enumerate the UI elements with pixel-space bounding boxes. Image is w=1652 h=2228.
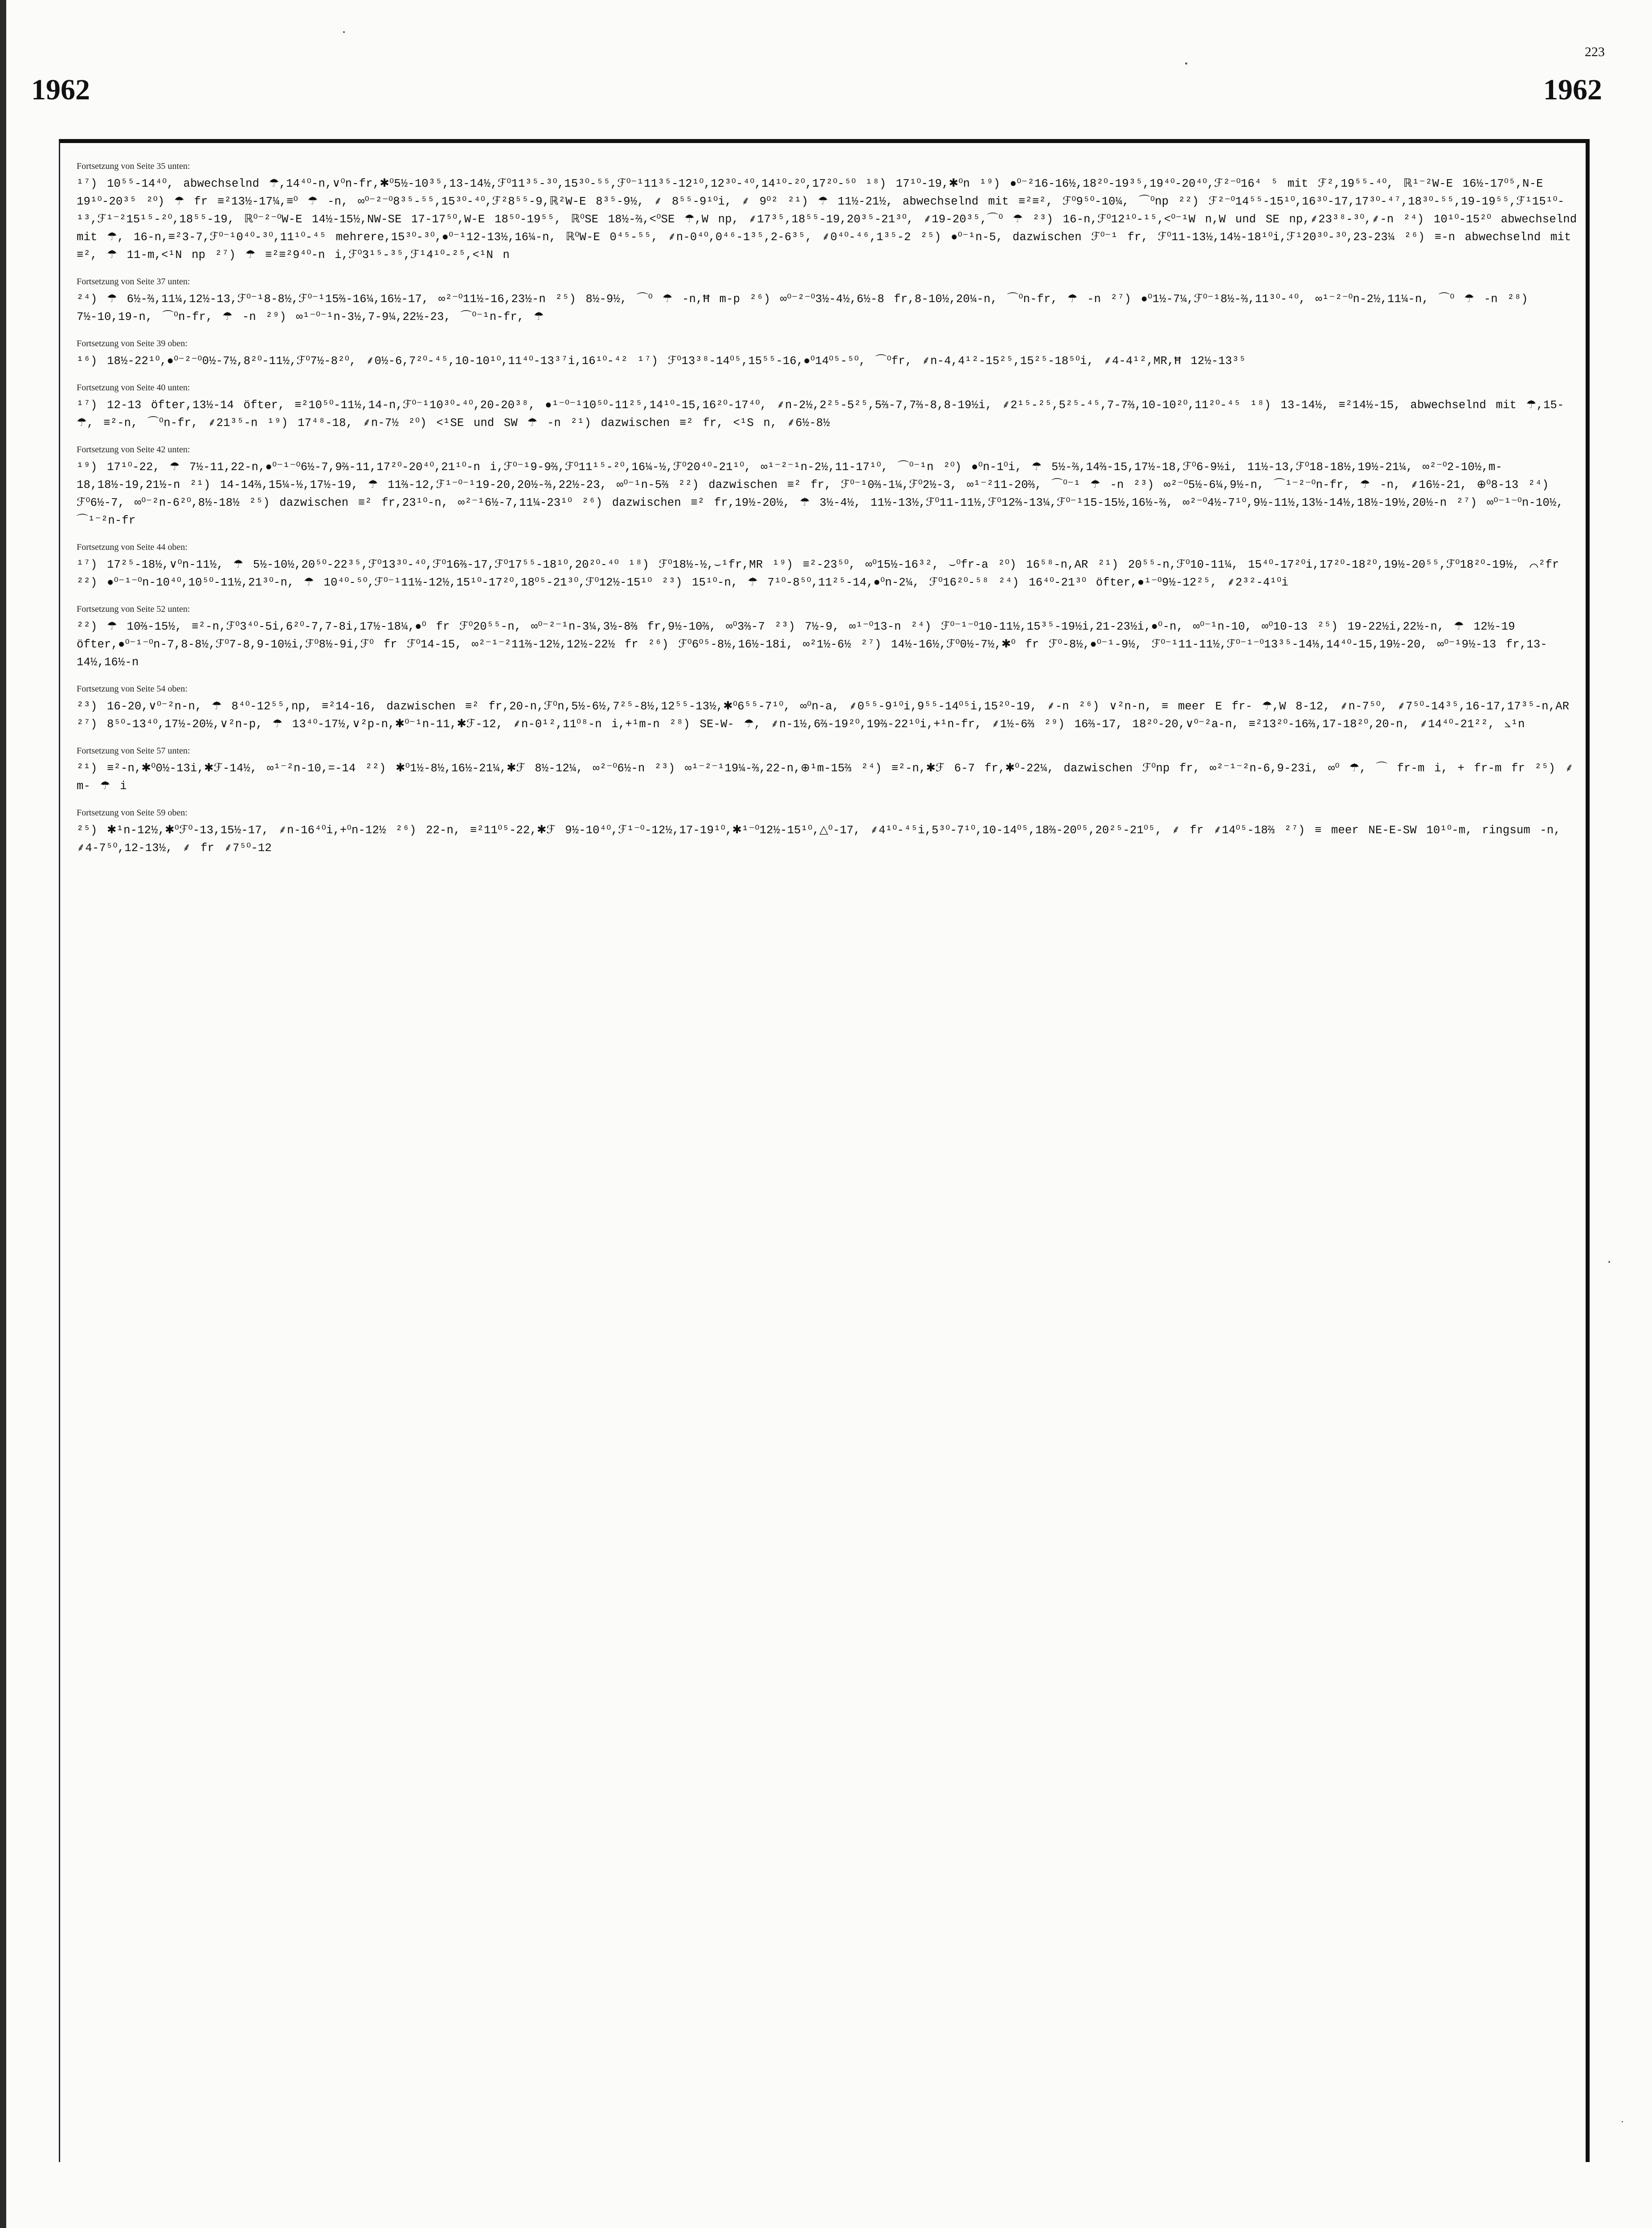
section-seite-44 <box>77 542 1578 592</box>
year-right: 1962 <box>1543 74 1602 106</box>
section-text: ¹⁹) 17¹⁰-22, ☂ 7½-11,22-n,●⁰⁻¹⁻⁰6½-7,9⅔-11,17²⁰-20⁴⁰,21¹⁰-n i,ℱ⁰⁻¹9-9⅔,ℱ⁰11¹⁵-²⁰,16¼-½,ℱ⁰20⁴⁰-21¹⁰, ∞¹⁻²⁻¹n-2½,11-17¹⁰, ⌒⁰⁻¹n ²⁰) ●⁰n-1⁰i, ☂ 5½-⅔,14⅔-15,17½-18,ℱ⁰6-9½i, 11½-13,ℱ⁰18-18½,19½-21¼, ∞²⁻⁰2-10½,m-18,18½-19,21½-n ²¹) 14-14⅔,15¼-½,17½-19, ☂ 11⅔-12,ℱ¹⁻⁰⁻¹19-20,20½-⅔,22½-23, ∞⁰⁻¹n-5⅔ ²²) dazwischen ≡² fr, ℱ⁰⁻¹0⅔-1¼,ℱ⁰2½-3, ∞¹⁻²11-20⅔, ⌒⁰⁻¹ ☂ -n ²³) ∞²⁻⁰5½-6¼,9½-n, ⌒¹⁻²⁻⁰n-fr, ☂ -n, ⸙16½-21, ⊕⁰8-13 ²⁴) ℱ⁰6½-7, ∞⁰⁻²n-6²⁰,8½-18½ ²⁵) dazwischen ≡² fr,23¹⁰-n, ∞²⁻¹6½-7,11¼-23¹⁰ ²⁶) dazwischen ≡² fr,19½-20½, ☂ 3½-4½, 11½-13½,ℱ⁰11-11½,ℱ⁰12⅔-13¼,ℱ⁰⁻¹15-15½,16½-⅔, ∞²⁻⁰4½-7¹⁰,9½-11½,13½-14½,18½-19½,20½-n ²⁷) ∞⁰⁻¹⁻⁰n-10½, ⌒¹⁻²n-fr <box>77 461 1564 527</box>
page-number: 223 <box>1585 45 1605 59</box>
section-seite-57 <box>77 746 1578 795</box>
section-heading: Fortsetzung von Seite 54 oben: <box>77 684 188 694</box>
section-text: ²²) ☂ 10⅔-15½, ≡²-n,ℱ⁰3⁴⁰-5i,6²⁰-7,7-8i,17½-18¼,●⁰ fr ℱ⁰20⁵⁵-n, ∞⁰⁻²⁻¹n-3¼,3½-8⅔ fr,9½-10⅔, ∞⁰3⅔-7 ²³) 7½-9, ∞¹⁻⁰13-n ²⁴) ℱ⁰⁻¹⁻⁰10-11½,15³⁵-19½i,21-23½i,●⁰-n, ∞⁰⁻¹n-10, ∞⁰10-13 ²⁵) 19-22½i,22½-n, ☂ 12½-19 öfter,●⁰⁻¹⁻⁰n-7,8-8½,ℱ⁰7-8,9-10½i,ℱ⁰8½-9i,ℱ⁰ fr ℱ⁰14-15, ∞²⁻¹⁻²11⅔-12½,12½-22½ fr ²⁶) ℱ⁰6⁰⁵-8½,16½-18i, ∞²1½-6½ ²⁷) 14½-16½,ℱ⁰0½-7½,✱⁰ fr ℱ⁰-8½,●⁰⁻¹-9½, ℱ⁰⁻¹11-11½,ℱ⁰⁻¹⁻⁰13³⁵-14⅓,14⁴⁰-15,19½-20, ∞⁰⁻¹9½-13 fr,13-14½,16½-n <box>77 620 1547 669</box>
section-heading: Fortsetzung von Seite 42 unten: <box>77 445 190 455</box>
section-heading: Fortsetzung von Seite 59 oben: <box>77 808 188 818</box>
section-text: ¹⁷) 10⁵⁵-14⁴⁰, abwechselnd ☂,14⁴⁰-n,∨⁰n-fr,✱⁰5½-10³⁵,13-14½,ℱ⁰11³⁵-³⁰,15³⁰-⁵⁵,ℱ⁰⁻¹11³⁵-12¹⁰,12³⁰-⁴⁰,14¹⁰-²⁰,17²⁰-⁵⁰ ¹⁸) 17¹⁰-19,✱⁰n ¹⁹) ●⁰⁻²16-16½,18²⁰-19³⁵,19⁴⁰-20⁴⁰,ℱ²⁻⁰16⁴ ⁵ mit ℱ²,19⁵⁵-⁴⁰, ℝ¹⁻²W-E 16½-17⁰⁵,N-E 19¹⁰-20³⁵ ²⁰) ☂ fr ≡²13½-17¼,≡⁰ ☂ -n, ∞⁰⁻²⁻⁰8³⁵-⁵⁵,15³⁰-⁴⁰,ℱ²8⁵⁵-9,ℝ²W-E 8³⁵-9½, ⸙ 8⁵⁵-9¹⁰i, ⸙ 9⁰² ²¹) ☂ 11½-21½, abwechselnd mit ≡²≡², ℱ⁰9⁵⁰-10¼, ⌒⁰np ²²) ℱ²⁻⁰14⁵⁵-15¹⁰,16³⁰-17,17³⁰-⁴⁷,18³⁰-⁵⁵,19-19⁵⁵,ℱ¹15¹⁰-¹³,ℱ¹⁻²15¹⁵-²⁰,18⁵⁵-19, ℝ⁰⁻²⁻⁰W-E 14½-15½,NW-SE 17-17⁵⁰,W-E 18⁵⁰-19⁵⁵, ℝ⁰SE 18½-⅔,<⁰SE ☂,W np, ⸙17³⁵,18⁵⁵-19,20³⁵-21³⁰, ⸙19-20³⁵,⌒⁰ ☂ ²³) 16-n,ℱ⁰12¹⁰-¹⁵,<⁰⁻¹W n,W und SE np,⸙23³⁸-³⁰,⸙-n ²⁴) 10¹⁰-15²⁰ abwechselnd mit ☂, 16-n,≡²3-7,ℱ⁰⁻¹0⁴⁰-³⁰,11¹⁰-⁴⁵ mehrere,15³⁰-³⁰,●⁰⁻¹12-13½,16¼-n, ℝ⁰W-E 0⁴⁵-⁵⁵, ⸙n-0⁴⁰,0⁴⁶-1³⁵,2-6³⁵, ⸙0⁴⁰-⁴⁶,1³⁵-2 ²⁵) ●⁰⁻¹n-5, dazwischen ℱ⁰⁻¹ fr, ℱ⁰11-13½,14½-18¹⁰i,ℱ¹20³⁰-³⁰,23-23¼ ²⁶) ≡-n abwechselnd mit ≡², ☂ 11-m,<¹N np ²⁷) ☂ ≡²≡²9⁴⁰-n i,ℱ⁰3¹⁵-³⁵,ℱ¹4¹⁰-²⁵,<¹N n <box>77 177 1577 262</box>
section-text: ²⁴) ☂ 6½-⅔,11¼,12½-13,ℱ⁰⁻¹8-8½,ℱ⁰⁻¹15⅔-16¼,16½-17, ∞²⁻⁰11½-16,23½-n ²⁵) 8½-9½, ⌒⁰ ☂ -n,Ħ m-p ²⁶) ∞⁰⁻²⁻⁰3½-4½,6½-8 fr,8-10½,20¼-n, ⌒⁰n-fr, ☂ -n ²⁷) ●⁰1½-7¼,ℱ⁰⁻¹8½-⅔,11³⁰-⁴⁰, ∞¹⁻²⁻⁰n-2½,11¼-n, ⌒⁰ ☂ -n ²⁸) 7½-10,19-n, ⌒⁰n-fr, ☂ -n ²⁹) ∞¹⁻⁰⁻¹n-3½,7-9¼,22½-23, ⌒⁰⁻¹n-fr, ☂ <box>77 293 1528 324</box>
section-text: ¹⁶) 18½-22¹⁰,●⁰⁻²⁻⁰0½-7½,8²⁰-11½,ℱ⁰7½-8²⁰, ⸙0½-6,7²⁰-⁴⁵,10-10¹⁰,11⁴⁰-13³⁷i,16¹⁰-⁴² ¹⁷) ℱ⁰13³⁸-14⁰⁵,15⁵⁵-16,●⁰14⁰⁵-⁵⁰, ⌒⁰fr, ⸙n-4,4¹²-15²⁵,15²⁵-18⁵⁰i, ⸙4-4¹²,MR,Ħ 12½-13³⁵ <box>77 355 1246 368</box>
section-seite-52 <box>77 604 1578 672</box>
section-heading: Fortsetzung von Seite 52 unten: <box>77 604 190 614</box>
section-seite-39 <box>77 339 1578 370</box>
section-seite-40 <box>77 383 1578 432</box>
section-heading: Fortsetzung von Seite 40 unten: <box>77 383 190 393</box>
section-seite-37 <box>77 277 1578 326</box>
section-text: ²¹) ≡²-n,✱⁰0½-13i,✱ℱ-14½, ∞¹⁻²n-10,=-14 ²²) ✱⁰1½-8½,16½-21¼,✱ℱ 8½-12¼, ∞²⁻⁰6½-n ²³) ∞¹⁻²⁻¹19¼-⅔,22-n,⊕¹m-15⅔ ²⁴) ≡²-n,✱ℱ 6-7 fr,✱⁰-22¼, dazwischen ℱ⁰np fr, ∞²⁻¹⁻²n-6,9-23i, ∞⁰ ☂, ⌒ fr-m i, + fr-m fr ²⁵) ⸙m- ☂ i <box>77 762 1574 793</box>
section-text: ²³) 16-20,∨⁰⁻²n-n, ☂ 8⁴⁰-12⁵⁵,np, ≡²14-16, dazwischen ≡² fr,20-n,ℱ⁰n,5½-6½,7²⁵-8½,12⁵⁵-13½,✱⁰6⁵⁵-7¹⁰, ∞⁰n-a, ⸙0⁵⁵-9¹⁰i,9⁵⁵-14⁰⁵i,15²⁰-19, ⸙-n ²⁶) ∨²n-n, ≡ meer E fr- ☂,W 8-12, ⸙n-7⁵⁰, ⸙7⁵⁰-14³⁵,16-17,17³⁵-n,AR ²⁷) 8⁵⁰-13⁴⁰,17½-20½,∨²n-p, ☂ 13⁴⁰-17½,∨²p-n,✱⁰⁻¹n-11,✱ℱ-12, ⸙n-0¹²,11⁰⁸-n i,+¹m-n ²⁸) SE-W- ☂, ⸙n-1½,6⅔-19²⁰,19⅔-22¹⁰i,+¹n-fr, ⸙1½-6⅔ ²⁹) 16⅔-17, 18²⁰-20,∨⁰⁻²a-n, ≡²13²⁰-16⅔,17-18²⁰,20-n, ⸙14⁴⁰-21²², ⦣¹n <box>77 700 1570 731</box>
section-seite-59 <box>77 808 1578 857</box>
section-heading: Fortsetzung von Seite 57 unten: <box>77 746 190 756</box>
scan-speck <box>1622 2121 1623 2122</box>
year-left: 1962 <box>31 74 90 106</box>
scan-edge <box>0 0 6 2228</box>
section-heading: Fortsetzung von Seite 37 unten: <box>77 277 190 287</box>
section-heading: Fortsetzung von Seite 44 oben: <box>77 542 188 552</box>
scan-speck <box>343 31 345 33</box>
section-seite-35 <box>77 161 1578 264</box>
scan-speck <box>1608 1261 1610 1263</box>
section-heading: Fortsetzung von Seite 35 unten: <box>77 161 190 171</box>
section-text: ²⁵) ✱¹n-12½,✱⁰ℱ⁰-13,15½-17, ⸙n-16⁴⁰i,+⁰n-12½ ²⁶) 22-n, ≡²11⁰⁵-22,✱ℱ 9½-10⁴⁰,ℱ¹⁻⁰-12½,17-19¹⁰,✱¹⁻⁰12½-15¹⁰,△⁰-17, ⸙4¹⁰-⁴⁵i,5³⁰-7¹⁰,10-14⁰⁵,18⅔-20⁰⁵,20²⁵-21⁰⁵, ⸙ fr ⸙14⁰⁵-18⅔ ²⁷) ≡ meer NE-E-SW 10¹⁰-m, ringsum -n, ⸙4-7⁵⁰,12-13½, ⸙ fr ⸙7⁵⁰-12 <box>77 824 1561 855</box>
scan-speck <box>1185 62 1187 65</box>
section-seite-54 <box>77 684 1578 733</box>
section-heading: Fortsetzung von Seite 39 oben: <box>77 339 188 348</box>
section-seite-42 <box>77 445 1578 530</box>
section-text: ¹⁷) 12-13 öfter,13½-14 öfter, ≡²10⁵⁰-11½,14-n,ℱ⁰⁻¹10³⁰-⁴⁰,20-20³⁸, ●¹⁻⁰⁻¹10⁵⁰-11²⁵,14¹⁰-15,16²⁰-17⁴⁰, ⸙n-2½,2²⁵-5²⁵,5⅔-7,7⅔-8,8-19½i, ⸙2¹⁵-²⁵,5²⁵-⁴⁵,7-7⅔,10-10²⁰,11²⁰-⁴⁵ ¹⁸) 13-14½, ≡²14½-15, abwechselnd mit ☂,15- ☂, ≡²-n, ⌒⁰n-fr, ⸙21³⁵-n ¹⁹) 17⁴⁸-18, ⸙n-7½ ²⁰) <¹SE und SW ☂ -n ²¹) dazwischen ≡² fr, <¹S n, ⸙6½-8½ <box>77 399 1564 430</box>
continuation-notes <box>77 161 1578 870</box>
section-text: ¹⁷) 17²⁵-18½,∨⁰n-11½, ☂ 5½-10½,20⁵⁰-22³⁵,ℱ⁰13³⁰-⁴⁰,ℱ⁰16⅔-17,ℱ⁰17⁵⁵-18¹⁰,20²⁰-⁴⁰ ¹⁸) ℱ⁰18½-½,⌣¹fr,MR ¹⁹) ≡²-23⁵⁰, ∞⁰15½-16³², ⌣⁰fr-a ²⁰) 16⁵⁸-n,AR ²¹) 20⁵⁵-n,ℱ⁰10-11¼, 15⁴⁰-17²⁰i,17²⁰-18²⁰,19½-20⁵⁵,ℱ⁰18²⁰-19½, ⌒²fr ²²) ●⁰⁻¹⁻⁰n-10⁴⁰,10⁵⁰-11½,21³⁰-n, ☂ 10⁴⁰-⁵⁰,ℱ⁰⁻¹11½-12½,15¹⁰-17²⁰,18⁰⁵-21³⁰,ℱ⁰12½-15¹⁰ ²³) 15¹⁰-n, ☂ 7¹⁰-8⁵⁰,11²⁵-14,●⁰n-2¼, ℱ⁰16²⁰-⁵⁸ ²⁴) 16⁴⁰-21³⁰ öfter,●¹⁻⁰9½-12²⁵, ⸙2³²-4¹⁰i <box>77 558 1559 589</box>
